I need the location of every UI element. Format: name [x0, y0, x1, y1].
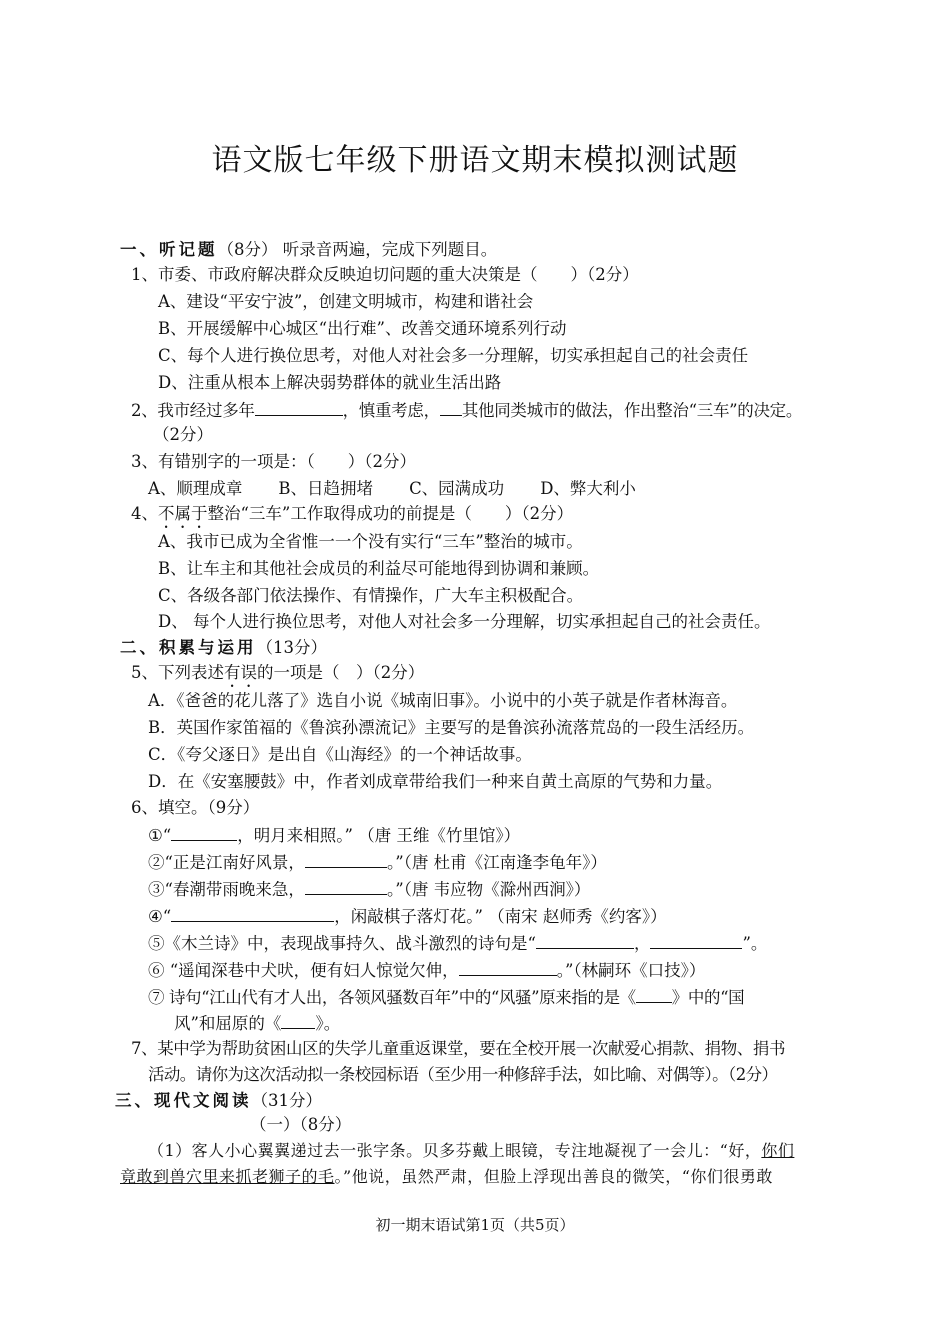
q6-5-blank-2[interactable] — [650, 931, 742, 949]
q6-6-b: 。”（林嗣环《口技》） — [556, 961, 706, 980]
q2-blank-1[interactable] — [255, 398, 343, 416]
q4-option-d: D、 每个人进行换位思考，对他人对社会多一分理解，切实承担起自己的社会责任。 — [158, 612, 771, 631]
q3-options — [148, 478, 636, 500]
page-footer: 初一期末语试第1页（共5页） — [375, 1216, 575, 1234]
q7-line-2: 活动。请你为这次活动拟一条校园标语（至少用一种修辞手法，如比喻、对偶等）。（2分） — [148, 1065, 778, 1084]
q6-4-blank[interactable] — [171, 904, 334, 922]
q2-blank-2[interactable] — [440, 398, 462, 416]
q6-3-a: ③“春潮带雨晚来急， — [148, 880, 305, 899]
q6-item-7 — [148, 985, 744, 1009]
q6-item-1 — [148, 823, 520, 847]
q2-line — [131, 398, 802, 422]
q5-post: 的一项是（ ）（2分） — [257, 663, 425, 682]
q6-5-a: ⑤《木兰诗》中，表现战事持久、战斗激烈的诗句是“ — [148, 934, 536, 953]
section-score: （8分） — [217, 240, 278, 259]
q4-stem — [131, 503, 573, 532]
q5-option-c: C．《夸父逐日》是出自《山海经》的一个神话故事。 — [148, 745, 532, 764]
q6-item-6 — [148, 958, 705, 982]
q6-7-b: 》中的“国 — [671, 988, 745, 1007]
section-score: （13分） — [256, 638, 327, 657]
q6-item-2 — [148, 850, 607, 874]
q6-2-a: ②“正是江南好风景， — [148, 853, 305, 872]
q6-5-c: ”。 — [742, 934, 768, 953]
passage-line-2 — [120, 1166, 773, 1188]
q5-option-d: D．在《安塞腰鼓》中，作者刘成章带给我们一种来自黄土高原的气势和力量。 — [148, 772, 723, 791]
q6-item-5 — [148, 931, 767, 955]
q1-option-a: A、建设“平安宁波”，创建文明城市，构建和谐社会 — [158, 292, 534, 311]
q5-stem — [131, 662, 424, 691]
q6-item-7-cont — [174, 1011, 340, 1035]
q4-post: 整治“三车”工作取得成功的前提是（ ）（2分） — [207, 504, 574, 523]
passage-text-1: （1）客人小心翼翼递过去一张字条。贝多芬戴上眼镜，专注地凝视了一会儿：“好， — [148, 1141, 762, 1160]
page-title: 语文版七年级下册语文期末模拟测试题 — [211, 143, 739, 178]
q6-7-c: 风”和屈原的《 — [174, 1014, 282, 1033]
section-2-heading — [120, 637, 327, 659]
q1-option-d: D、注重从根本上解决弱势群体的就业生活出路 — [158, 373, 502, 392]
q1-option-b: B、开展缓解中心城区“出行难”、改善交通环境系列行动 — [158, 319, 567, 338]
q6-item-4 — [148, 904, 667, 928]
q6-6-a: ⑥ “遥闻深巷中犬吠，便有妇人惊觉欠伸， — [148, 961, 459, 980]
q6-1-blank[interactable] — [171, 823, 237, 841]
section-desc: 听录音两遍，完成下列题目。 — [277, 240, 498, 259]
q5-option-a: A．《爸爸的花儿落了》选自小说《城南旧事》。小说中的小英子就是作者林海音。 — [148, 691, 738, 710]
q1-option-c: C、每个人进行换位思考，对他人对社会多一分理解，切实承担起自己的社会责任 — [158, 346, 749, 365]
q4-option-a: A、我市已成为全省惟一一个没有实行“三车”整治的城市。 — [158, 532, 583, 551]
section-3-heading — [115, 1090, 322, 1112]
section-label: 二、积累与运用 — [120, 638, 257, 657]
q6-4-a: ④“ — [148, 907, 172, 926]
q3-option-d: D、弊大利小 — [540, 479, 636, 498]
q6-5-blank-1[interactable] — [536, 931, 634, 949]
q6-1-b: ，明月来相照。” （唐 王维《竹里馆》） — [237, 826, 521, 845]
q6-3-b: 。”（唐 韦应物《滁州西涧》） — [386, 880, 591, 899]
q3-option-a: A、顺理成章 — [148, 479, 243, 498]
part-1-heading: （一）（8分） — [250, 1115, 352, 1134]
q6-stem: 6、填空。（9分） — [131, 798, 260, 817]
q6-7-blank-1[interactable] — [636, 985, 672, 1003]
q2-text-b: ，慎重考虑， — [342, 401, 440, 420]
q7-line-1: 7、某中学为帮助贫困山区的失学儿童重返课堂，要在全校开展一次献爱心捐款、捐物、捐书 — [131, 1039, 786, 1058]
q3-stem: 3、有错别字的一项是：（ ）（2分） — [131, 452, 416, 471]
section-label: 三、现代文阅读 — [115, 1091, 252, 1110]
q6-7-blank-2[interactable] — [281, 1011, 315, 1029]
passage-line-1 — [148, 1140, 794, 1162]
q2-text-c: 其他同类城市的做法，作出整治“三车”的决定。 — [461, 401, 803, 420]
passage-text-2: 。”他说，虽然严肃，但脸上浮现出善良的微笑，“你们很勇敢 — [334, 1167, 773, 1186]
q6-item-3 — [148, 877, 590, 901]
passage-underline-1: 你们 — [761, 1141, 795, 1160]
q6-7-d: 》。 — [315, 1014, 341, 1033]
q6-4-b: ，闲敲棋子落灯花。” （南宋 赵师秀《约客》） — [334, 907, 667, 926]
q4-option-b: B、让车主和其他社会成员的利益尽可能地得到协调和兼顾。 — [158, 559, 600, 578]
q5-emphasis: 有误 — [224, 663, 257, 682]
q6-7-a: ⑦ 诗句“江山代有才人出，各领风骚数百年”中的“风骚”原来指的是《 — [148, 988, 636, 1007]
q5-option-b: B．英国作家笛福的《鲁滨孙漂流记》主要写的是鲁滨孙流落荒岛的一段生活经历。 — [148, 718, 755, 737]
q4-pre: 4、 — [131, 504, 158, 523]
section-1-heading — [120, 239, 497, 261]
q4-emphasis: 不属于 — [158, 504, 208, 523]
q6-2-blank[interactable] — [305, 850, 387, 868]
section-score: （31分） — [251, 1091, 322, 1110]
q6-2-b: 。”（唐 杜甫《江南逢李龟年》） — [386, 853, 607, 872]
q3-option-c: C、园满成功 — [409, 479, 505, 498]
q6-1-a: ①“ — [148, 826, 172, 845]
section-label: 一、听记题 — [120, 240, 218, 259]
q2-text-a: 2、我市经过多年 — [131, 401, 255, 420]
q5-pre: 5、下列表述 — [131, 663, 224, 682]
passage-underline-2: 竟敢到兽穴里来抓老狮子的毛 — [120, 1167, 335, 1186]
q6-3-blank[interactable] — [305, 877, 387, 895]
q3-option-b: B、日趋拥堵 — [278, 479, 374, 498]
q4-option-c: C、各级各部门依法操作、有情操作，广大车主积极配合。 — [158, 586, 584, 605]
q6-5-b: ， — [633, 934, 651, 953]
q1-stem: 1、市委、市政府解决群众反映迫切问题的重大决策是（ ）（2分） — [131, 265, 639, 284]
q2-score: （2分） — [153, 425, 213, 444]
q6-6-blank[interactable] — [459, 958, 557, 976]
